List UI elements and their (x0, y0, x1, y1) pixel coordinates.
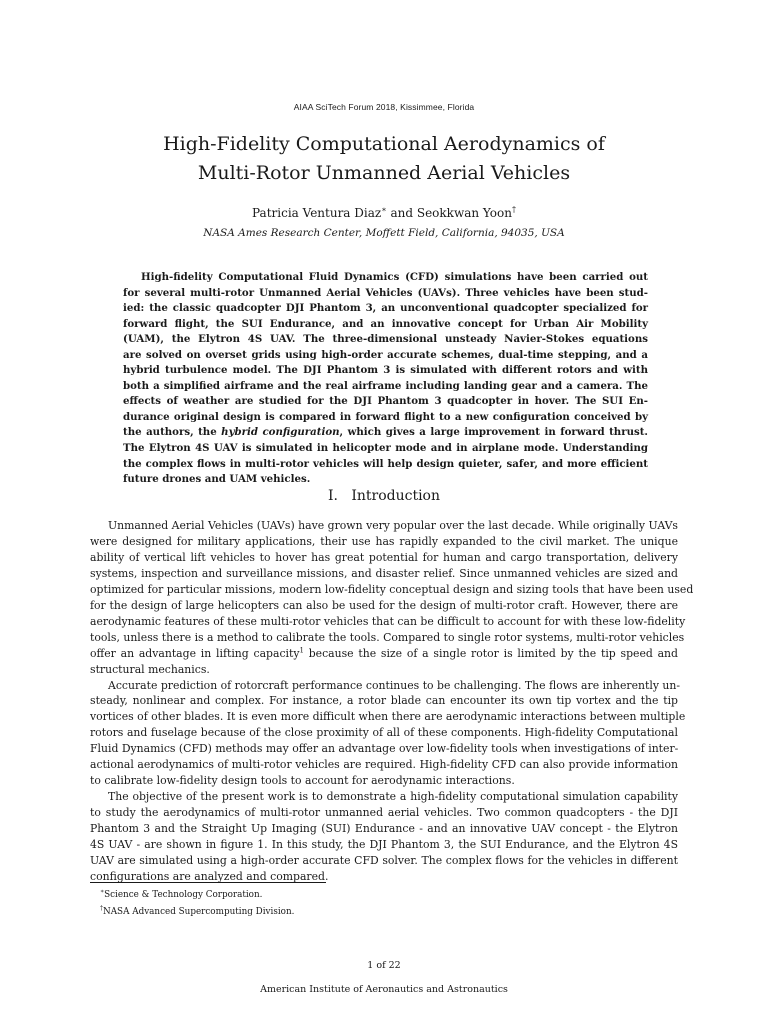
abstract-emphasis: hybrid configuration (221, 426, 340, 439)
footnote-mark: ∗ (100, 888, 105, 895)
body-line: systems, inspection and surveillance missions, and disaster relief. Since unmanned vehicles are sized and (90, 566, 678, 580)
abstract-line: (UAM), the Elytron 4S UAV. The three-dimensional unsteady Navier-Stokes equations (123, 333, 648, 346)
abstract-line (123, 425, 648, 441)
body-line: structural mechanics. (90, 662, 210, 676)
author-1: Patricia Ventura Diaz (252, 206, 382, 220)
body-line: for the design of large helicopters can also be used for the design of multi-rotor craft. However, there are (90, 598, 678, 612)
author-1-footnote-mark: ∗ (381, 205, 387, 214)
author-2-footnote-mark: † (511, 205, 516, 214)
author-list (0, 205, 768, 220)
body-line: were designed for military applications, their use has rapidly expanded to the civil market. The unique (90, 534, 678, 548)
abstract-text: the authors, the (123, 426, 222, 439)
body-line: to study the aerodynamics of multi-rotor unmanned aerial vehicles. Two common quadcopters - the DJI (90, 806, 678, 820)
footnote-mark: † (100, 904, 103, 912)
footnote (100, 885, 500, 902)
section-heading (0, 488, 768, 504)
body-line: Unmanned Aerial Vehicles (UAVs) have grown very popular over the last decade. While originally UAVs (108, 519, 678, 532)
body-line: The objective of the present work is to demonstrate a high-fidelity computational simulation capability (108, 790, 678, 804)
body-line: Phantom 3 and the Straight Up Imaging (SUI) Endurance - and an innovative UAV concept - the Elytron (90, 822, 678, 836)
footnotes (100, 885, 500, 919)
abstract-line: for several multi-rotor Unmanned Aerial Vehicles (UAVs). Three vehicles have been stud- (123, 286, 648, 299)
body-line: 4S UAV - are shown in figure 1. In this study, the DJI Phantom 3, the SUI Endurance, and the Elytron 4S (90, 838, 678, 852)
citation-ref: 1 (299, 646, 304, 655)
abstract-line: forward flight, the SUI Endurance, and an innovative concept for Urban Air Mobility (123, 317, 648, 330)
abstract-line: both a simplified airframe and the real airframe including landing gear and a camera. The (123, 379, 648, 392)
abstract-line: the complex flows in multi-rotor vehicles will help design quieter, safer, and more efficient (123, 457, 648, 470)
body-line: ability of vertical lift vehicles to hover has great potential for human and cargo transportation, delivery (90, 550, 678, 564)
section-title-text: Introduction (351, 488, 440, 504)
body-line: Fluid Dynamics (CFD) methods may offer an advantage over low-fidelity tools when investigations of inter- (90, 742, 679, 756)
abstract-line: hybrid turbulence model. The DJI Phantom 3 is simulated with different rotors and with (123, 364, 648, 377)
body-line: UAV are simulated using a high-order accurate CFD solver. The complex flows for the vehicles in different (90, 854, 678, 868)
paper-title (60, 130, 708, 188)
body-line: steady, nonlinear and complex. For instance, a rotor blade can encounter its own tip vortex and the tip (90, 694, 678, 708)
body-text (90, 518, 694, 885)
title-line-2: Multi-Rotor Unmanned Aerial Vehicles (197, 162, 571, 184)
footnote-text: Science & Technology Corporation. (104, 889, 263, 900)
body-line: tools, unless there is a method to calibrate the tools. Compared to single rotor systems, multi-rotor vehicles (90, 630, 685, 644)
abstract-line: ied: the classic quadcopter DJI Phantom 3, an unconventional quadcopter specialized for (123, 302, 648, 315)
body-line: rotors and fuselage because of the close proximity of all of these components. High-fidelity Computational (90, 726, 678, 740)
conference-header: AIAA SciTech Forum 2018, Kissimmee, Florida (293, 102, 475, 112)
title-line-1: High-Fidelity Computational Aerodynamics of (163, 133, 605, 155)
body-line: actional aerodynamics of multi-rotor vehicles are required. High-fidelity CFD can also provide information (90, 758, 678, 772)
body-line: Accurate prediction of rotorcraft performance continues to be challenging. The flows are inherently un- (108, 678, 681, 692)
body-line: optimized for particular missions, modern low-fidelity conceptual design and sizing tools that have been used (90, 582, 694, 596)
affiliation: NASA Ames Research Center, Moffett Field, California, 94035, USA (203, 227, 565, 239)
footnote-divider (90, 882, 326, 883)
abstract-text: , which gives a large improvement in forward thrust. (339, 426, 648, 439)
abstract (123, 270, 648, 488)
body-line: aerodynamic features of these multi-rotor vehicles that can be difficult to account for with these low-fidelity (90, 614, 686, 628)
abstract-line: The Elytron 4S UAV is simulated in helicopter mode and in airplane mode. Understanding (123, 442, 648, 455)
abstract-line: future drones and UAM vehicles. (123, 473, 311, 486)
abstract-line: effects of weather are studied for the DJI Phantom 3 quadcopter in hover. The SUI En- (123, 395, 648, 408)
footnote-text: NASA Advanced Supercomputing Division. (103, 906, 295, 917)
page-number: 1 of 22 (367, 960, 401, 971)
body-text-run: because the size of a single rotor is limited by the tip speed and (303, 646, 678, 660)
body-text-run: offer an advantage in lifting capacity (90, 646, 300, 660)
section-number: I. (327, 488, 338, 504)
footer-organization: American Institute of Aeronautics and Astronautics (260, 984, 508, 995)
abstract-line: are solved on overset grids using high-order accurate schemes, dual-time stepping, and a (123, 348, 648, 361)
body-line: vortices of other blades. It is even more difficult when there are aerodynamic interactions between multiple (90, 710, 686, 724)
author-conjunction: and (386, 206, 417, 220)
body-line: to calibrate low-fidelity design tools to account for aerodynamic interactions. (90, 774, 515, 788)
abstract-line: durance original design is compared in forward flight to a new configuration conceived by (123, 410, 648, 423)
footnote (100, 902, 500, 919)
author-2: Seokkwan Yoon (416, 206, 512, 220)
body-line: configurations are analyzed and compared. (90, 869, 329, 883)
body-line (90, 646, 678, 662)
abstract-line: High-fidelity Computational Fluid Dynamics (CFD) simulations have been carried out (141, 271, 648, 283)
